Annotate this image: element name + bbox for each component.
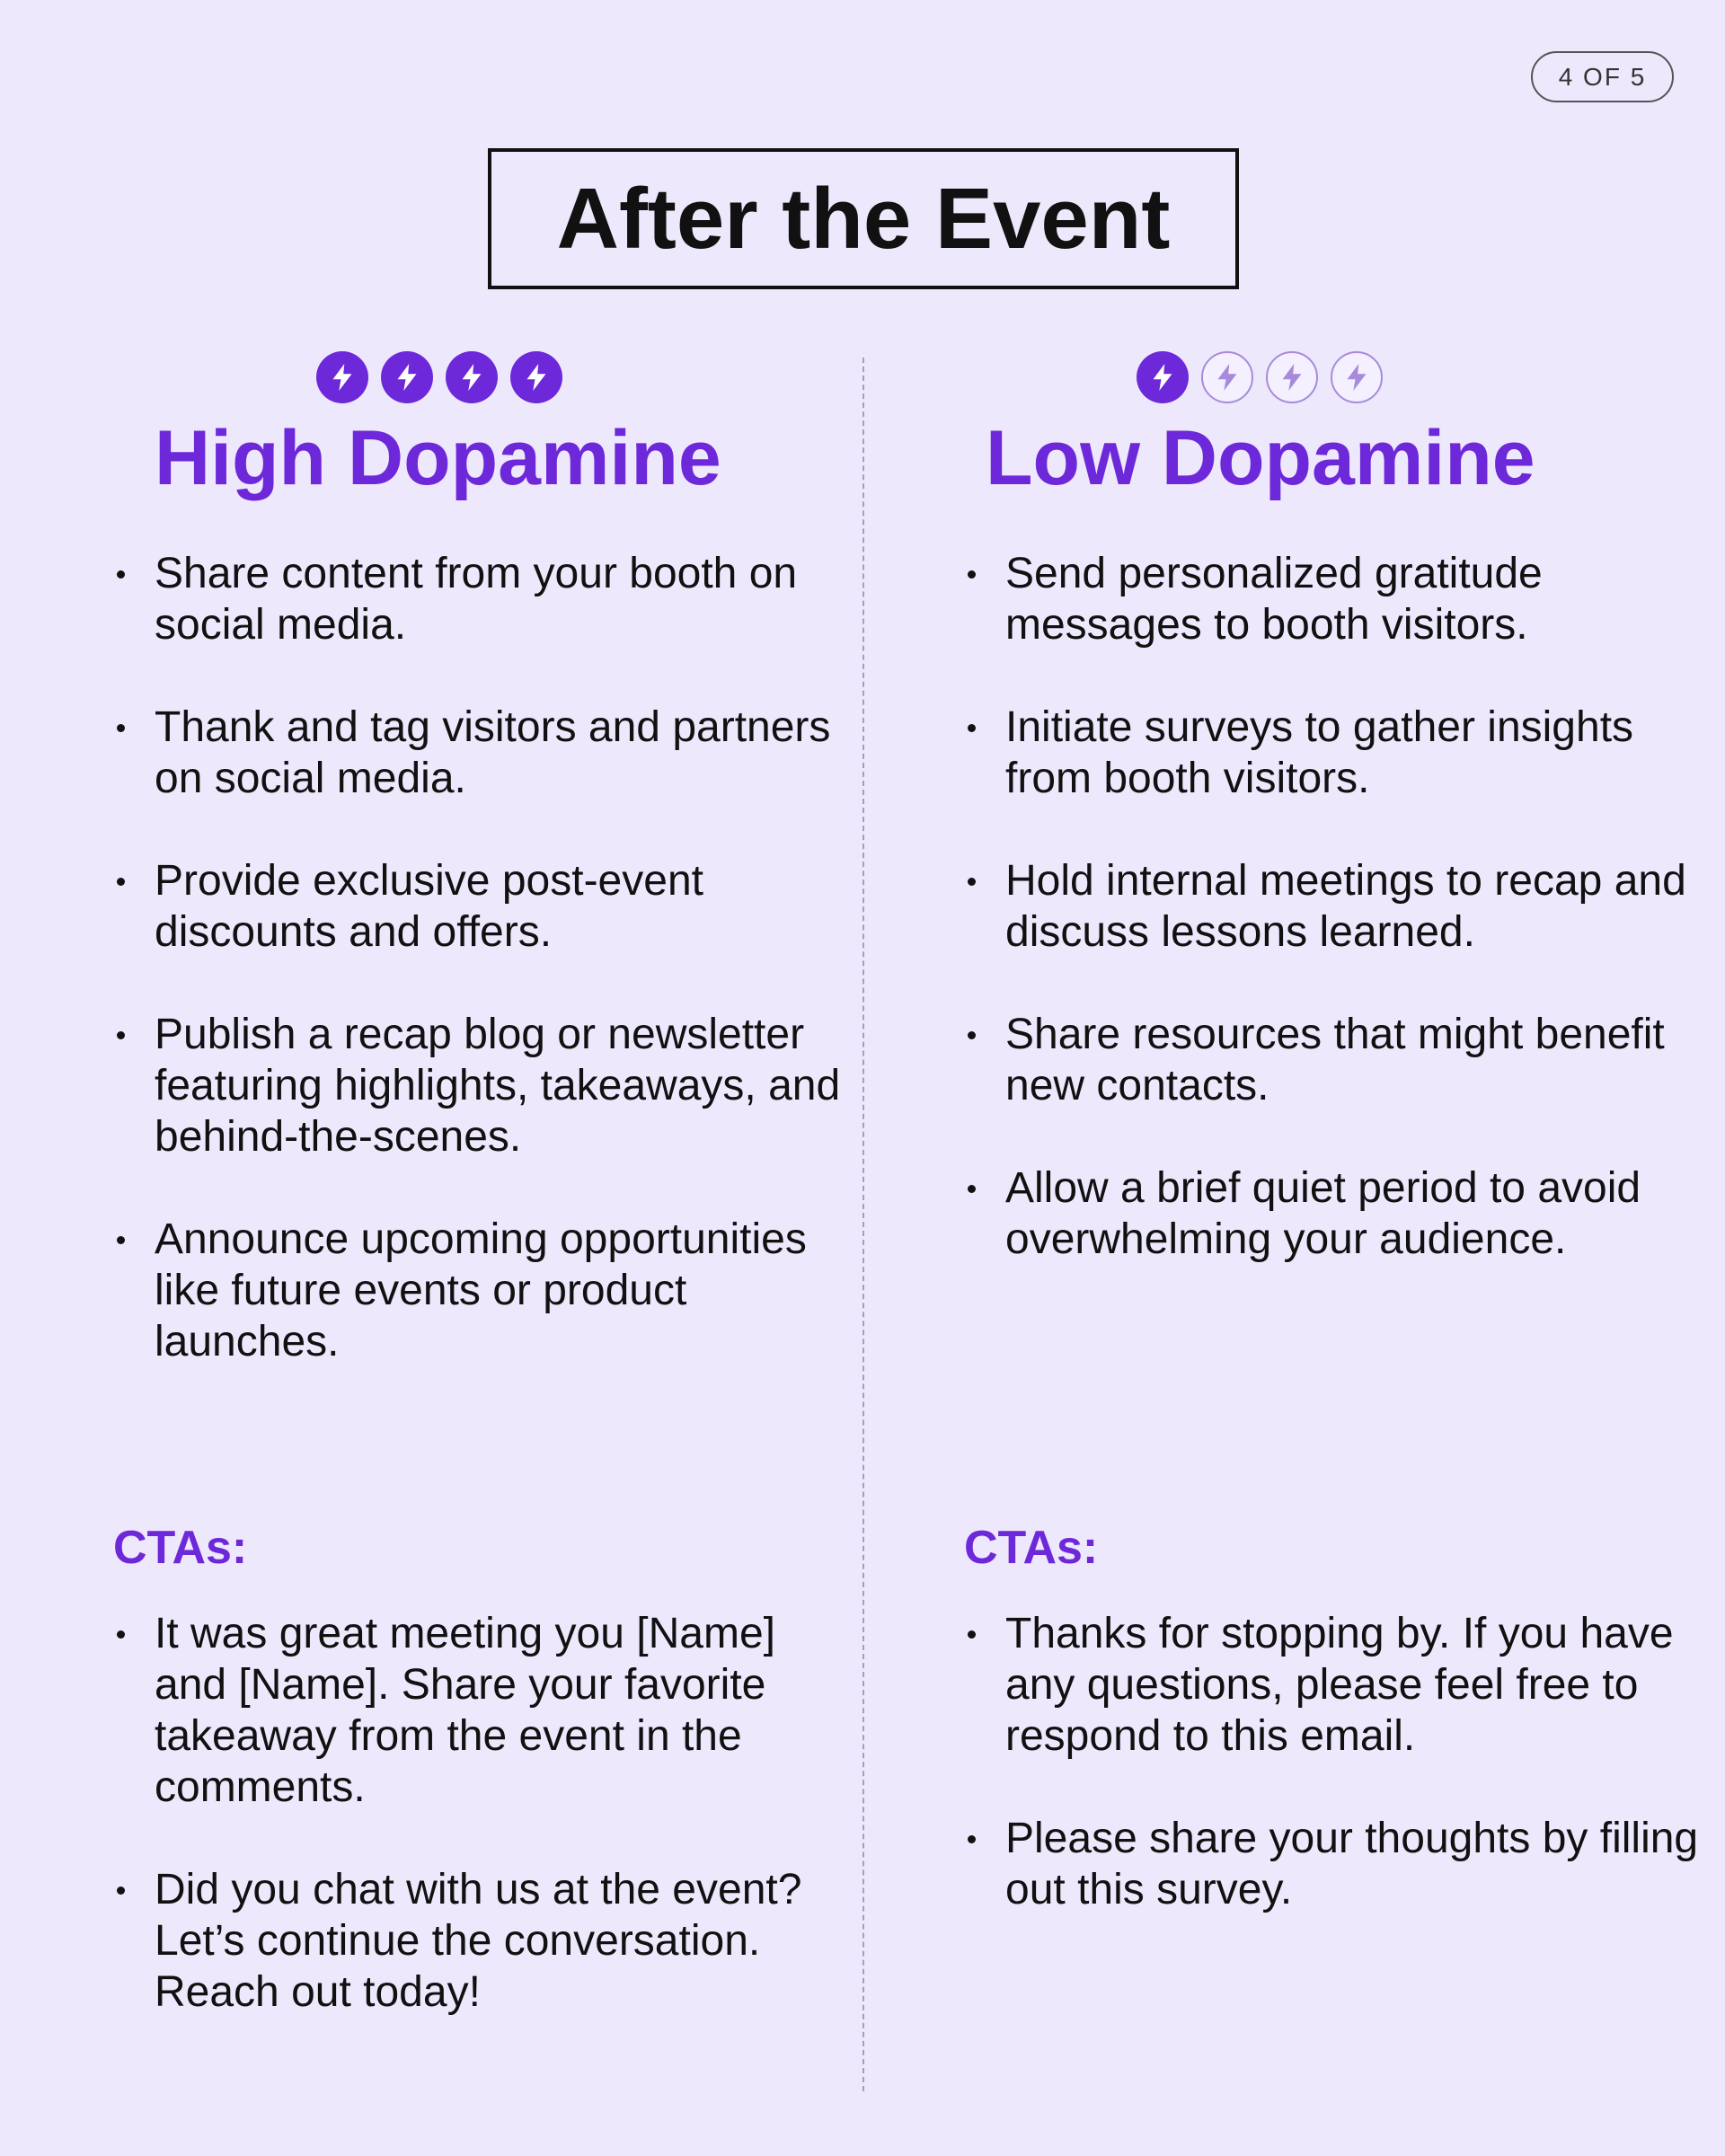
cta-list [113,1608,850,2069]
list-item: Provide exclusive post-event discounts and offers. [113,855,850,958]
lightning-bolt-outline-icon [1201,351,1253,403]
low-dopamine-column [964,350,1701,1913]
list-item: Hold internal meetings to recap and discuss lessons learned. [964,855,1701,958]
dopamine-rating [316,350,850,404]
page-indicator-badge: 4 OF 5 [1531,51,1674,102]
lightning-bolt-outline-icon [1331,351,1383,403]
high-dopamine-column [113,350,850,2016]
list-item: Share content from your booth on social media. [113,548,850,650]
cta-list [964,1608,1701,1966]
page-title: After the Event [488,148,1239,289]
list-item: Thank and tag visitors and partners on social media. [113,702,850,804]
lightning-bolt-icon [510,351,562,403]
cta-item: Please share your thoughts by filling out this survey. [964,1813,1701,1915]
list-item: Publish a recap blog or newsletter featuring highlights, takeaways, and behind-the-scenes. [113,1009,850,1162]
list-item: Share resources that might benefit new contacts. [964,1009,1701,1111]
list-item: Send personalized gratitude messages to booth visitors. [964,548,1701,650]
lightning-bolt-icon [1137,351,1189,403]
cta-item: Did you chat with us at the event? Let’s continue the conversation. Reach out today! [113,1864,850,2018]
lightning-bolt-icon [446,351,498,403]
lightning-bolt-outline-icon [1266,351,1318,403]
tactics-list [964,548,1701,1265]
cta-item: Thanks for stopping by. If you have any questions, please feel free to respond to this email. [964,1608,1701,1762]
column-heading: Low Dopamine [986,415,1535,501]
column-heading: High Dopamine [155,415,721,501]
column-divider [862,358,864,2091]
cta-item: It was great meeting you [Name] and [Name]. Share your favorite takeaway from the event in the comments. [113,1608,850,1813]
tactics-list [113,548,850,1367]
list-item: Allow a brief quiet period to avoid overwhelming your audience. [964,1162,1701,1265]
lightning-bolt-icon [381,351,433,403]
lightning-bolt-icon [316,351,368,403]
cta-heading: CTAs: [964,1522,1099,1574]
cta-heading: CTAs: [113,1522,248,1574]
list-item: Initiate surveys to gather insights from booth visitors. [964,702,1701,804]
dopamine-rating [1137,350,1701,404]
list-item: Announce upcoming opportunities like future events or product launches. [113,1214,850,1367]
